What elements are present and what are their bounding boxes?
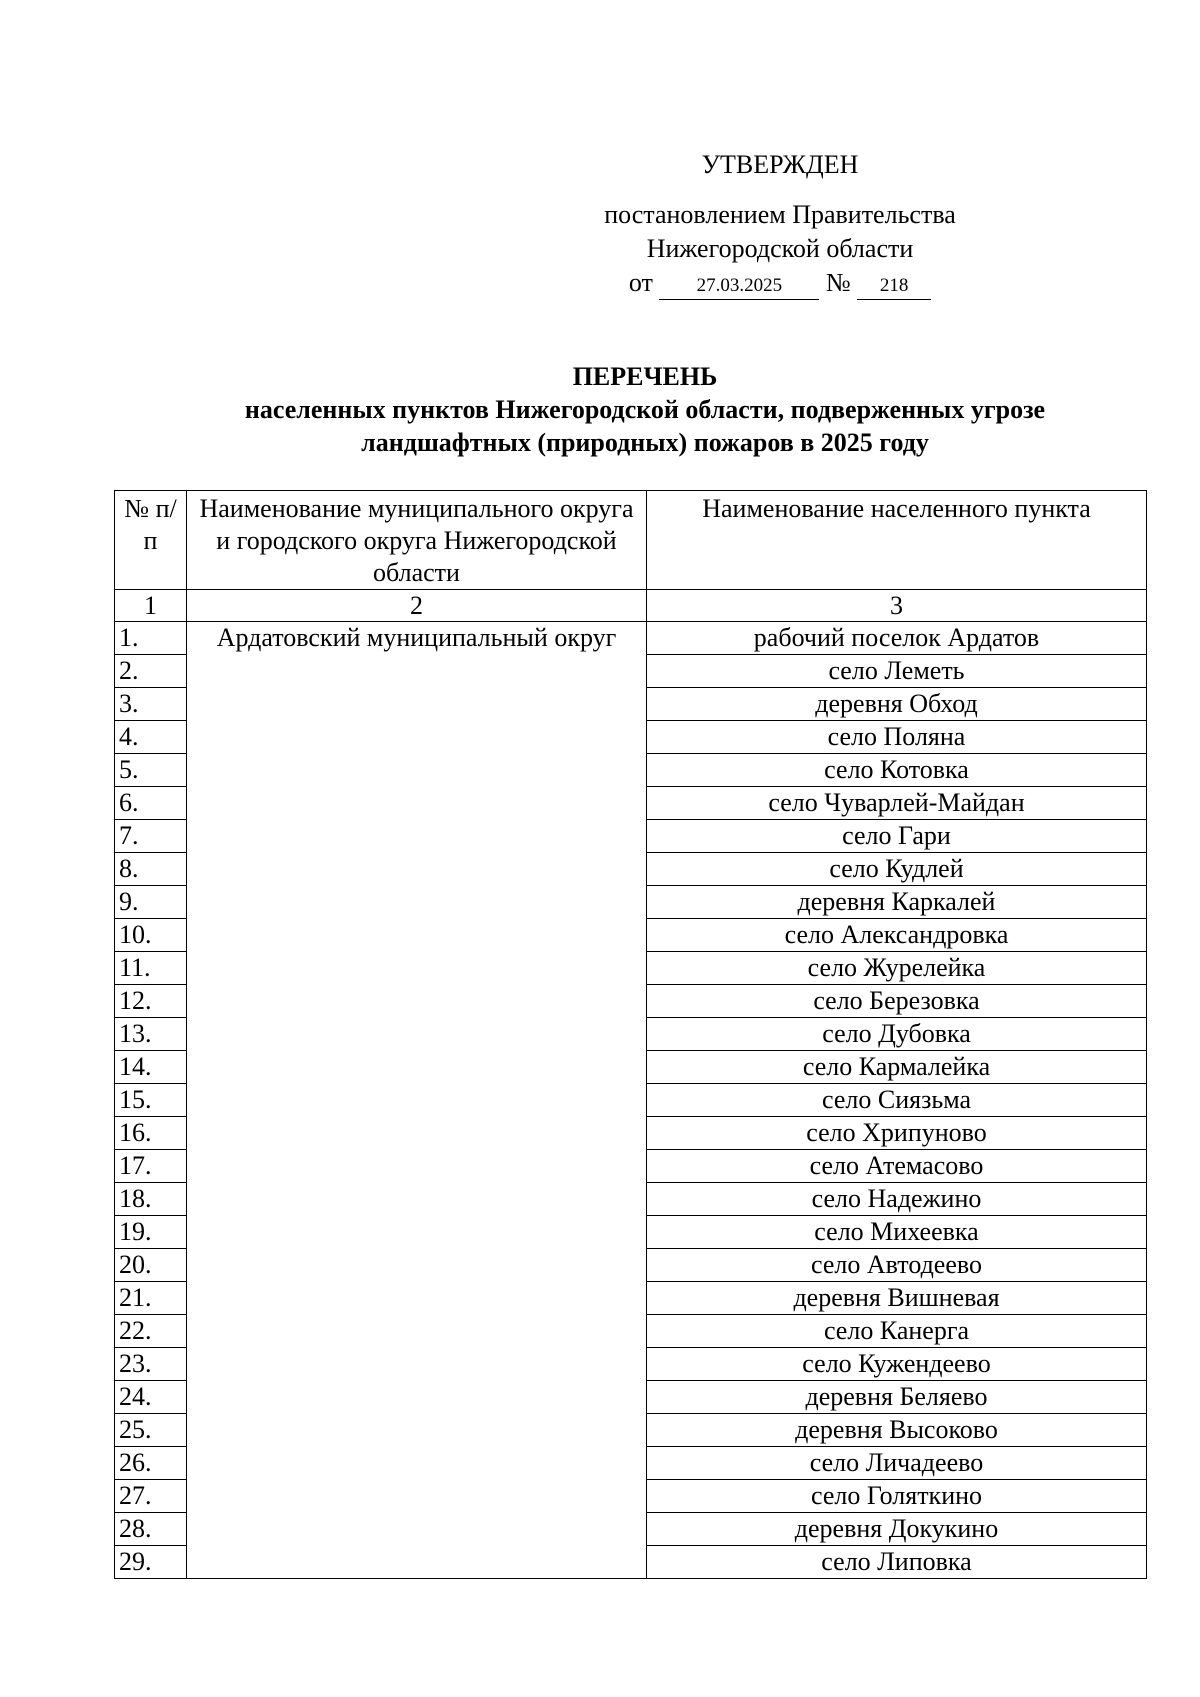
row-number: 14. [115,1051,187,1084]
approved-label: УТВЕРЖДЕН [701,150,859,179]
column-number-1: 1 [115,590,187,622]
settlement-name: село Журелейка [647,952,1147,985]
row-number: 23. [115,1348,187,1381]
settlement-name: село Канерга [647,1315,1147,1348]
row-number: 13. [115,1018,187,1051]
row-number: 29. [115,1546,187,1579]
row-number: 9. [115,886,187,919]
row-number: 15. [115,1084,187,1117]
row-number: 26. [115,1447,187,1480]
number-sign: № [825,268,851,297]
row-number: 17. [115,1150,187,1183]
approval-block [560,148,1000,300]
header-okrug: Наименование муниципального округа и городского округа Нижегородской области [187,491,647,590]
row-number: 12. [115,985,187,1018]
row-number: 25. [115,1414,187,1447]
document-subtitle-1: населенных пунктов Нижегородской области, подверженных угрозе [244,395,1046,424]
column-number-2: 2 [187,590,647,622]
row-number: 2. [115,655,187,688]
approval-line-1: постановлением Правительства [604,200,956,229]
approval-number: 218 [857,273,931,300]
row-number: 11. [115,952,187,985]
row-number: 22. [115,1315,187,1348]
document-subtitle-2: ландшафтных (природных) пожаров в 2025 году [361,428,929,457]
row-number: 5. [115,754,187,787]
settlement-name: село Липовка [647,1546,1147,1579]
row-number: 1. [115,622,187,655]
row-number: 10. [115,919,187,952]
settlement-name: село Дубовка [647,1018,1147,1051]
table-row [115,622,1147,655]
row-number: 21. [115,1282,187,1315]
settlement-name: село Автодеево [647,1249,1147,1282]
row-number: 6. [115,787,187,820]
settlement-name: село Личадеево [647,1447,1147,1480]
approval-date-line [560,266,1000,300]
row-number: 28. [115,1513,187,1546]
row-number: 7. [115,820,187,853]
settlement-name: село Александровка [647,919,1147,952]
settlements-table [114,490,1147,1579]
settlement-name: село Котовка [647,754,1147,787]
approval-line-2: Нижегородской области [646,234,914,263]
settlement-name: село Поляна [647,721,1147,754]
row-number: 20. [115,1249,187,1282]
column-number-3: 3 [647,590,1147,622]
row-number: 18. [115,1183,187,1216]
row-number: 27. [115,1480,187,1513]
header-number: № п/п [115,491,187,590]
settlement-name: село Хрипуново [647,1117,1147,1150]
settlements-rows [115,622,1147,1579]
header-place: Наименование населенного пункта [647,491,1147,590]
settlement-name: село Кужендеево [647,1348,1147,1381]
document-heading [160,360,1130,459]
settlement-name: село Чуварлей-Майдан [647,787,1147,820]
okrug-name: Ардатовский муниципальный округ [187,622,647,1579]
settlement-name: деревня Беляево [647,1381,1147,1414]
settlement-name: село Атемасово [647,1150,1147,1183]
settlement-name: рабочий поселок Ардатов [647,622,1147,655]
settlement-name: деревня Докукино [647,1513,1147,1546]
settlement-name: село Кудлей [647,853,1147,886]
settlement-name: село Леметь [647,655,1147,688]
document-title: ПЕРЕЧЕНЬ [572,362,718,391]
row-number: 8. [115,853,187,886]
row-number: 4. [115,721,187,754]
approval-date: 27.03.2025 [659,273,819,300]
row-number: 24. [115,1381,187,1414]
row-number: 19. [115,1216,187,1249]
settlement-name: село Березовка [647,985,1147,1018]
settlement-name: село Сиязьма [647,1084,1147,1117]
settlement-name: деревня Каркалей [647,886,1147,919]
settlement-name: село Гари [647,820,1147,853]
settlement-name: село Голяткино [647,1480,1147,1513]
from-label: от [628,268,653,297]
settlement-name: деревня Обход [647,688,1147,721]
table-header-row [115,491,1147,590]
settlement-name: деревня Вишневая [647,1282,1147,1315]
row-number: 3. [115,688,187,721]
row-number: 16. [115,1117,187,1150]
settlement-name: село Кармалейка [647,1051,1147,1084]
settlement-name: деревня Высоково [647,1414,1147,1447]
column-numbers-row [115,590,1147,622]
settlement-name: село Надежино [647,1183,1147,1216]
settlement-name: село Михеевка [647,1216,1147,1249]
